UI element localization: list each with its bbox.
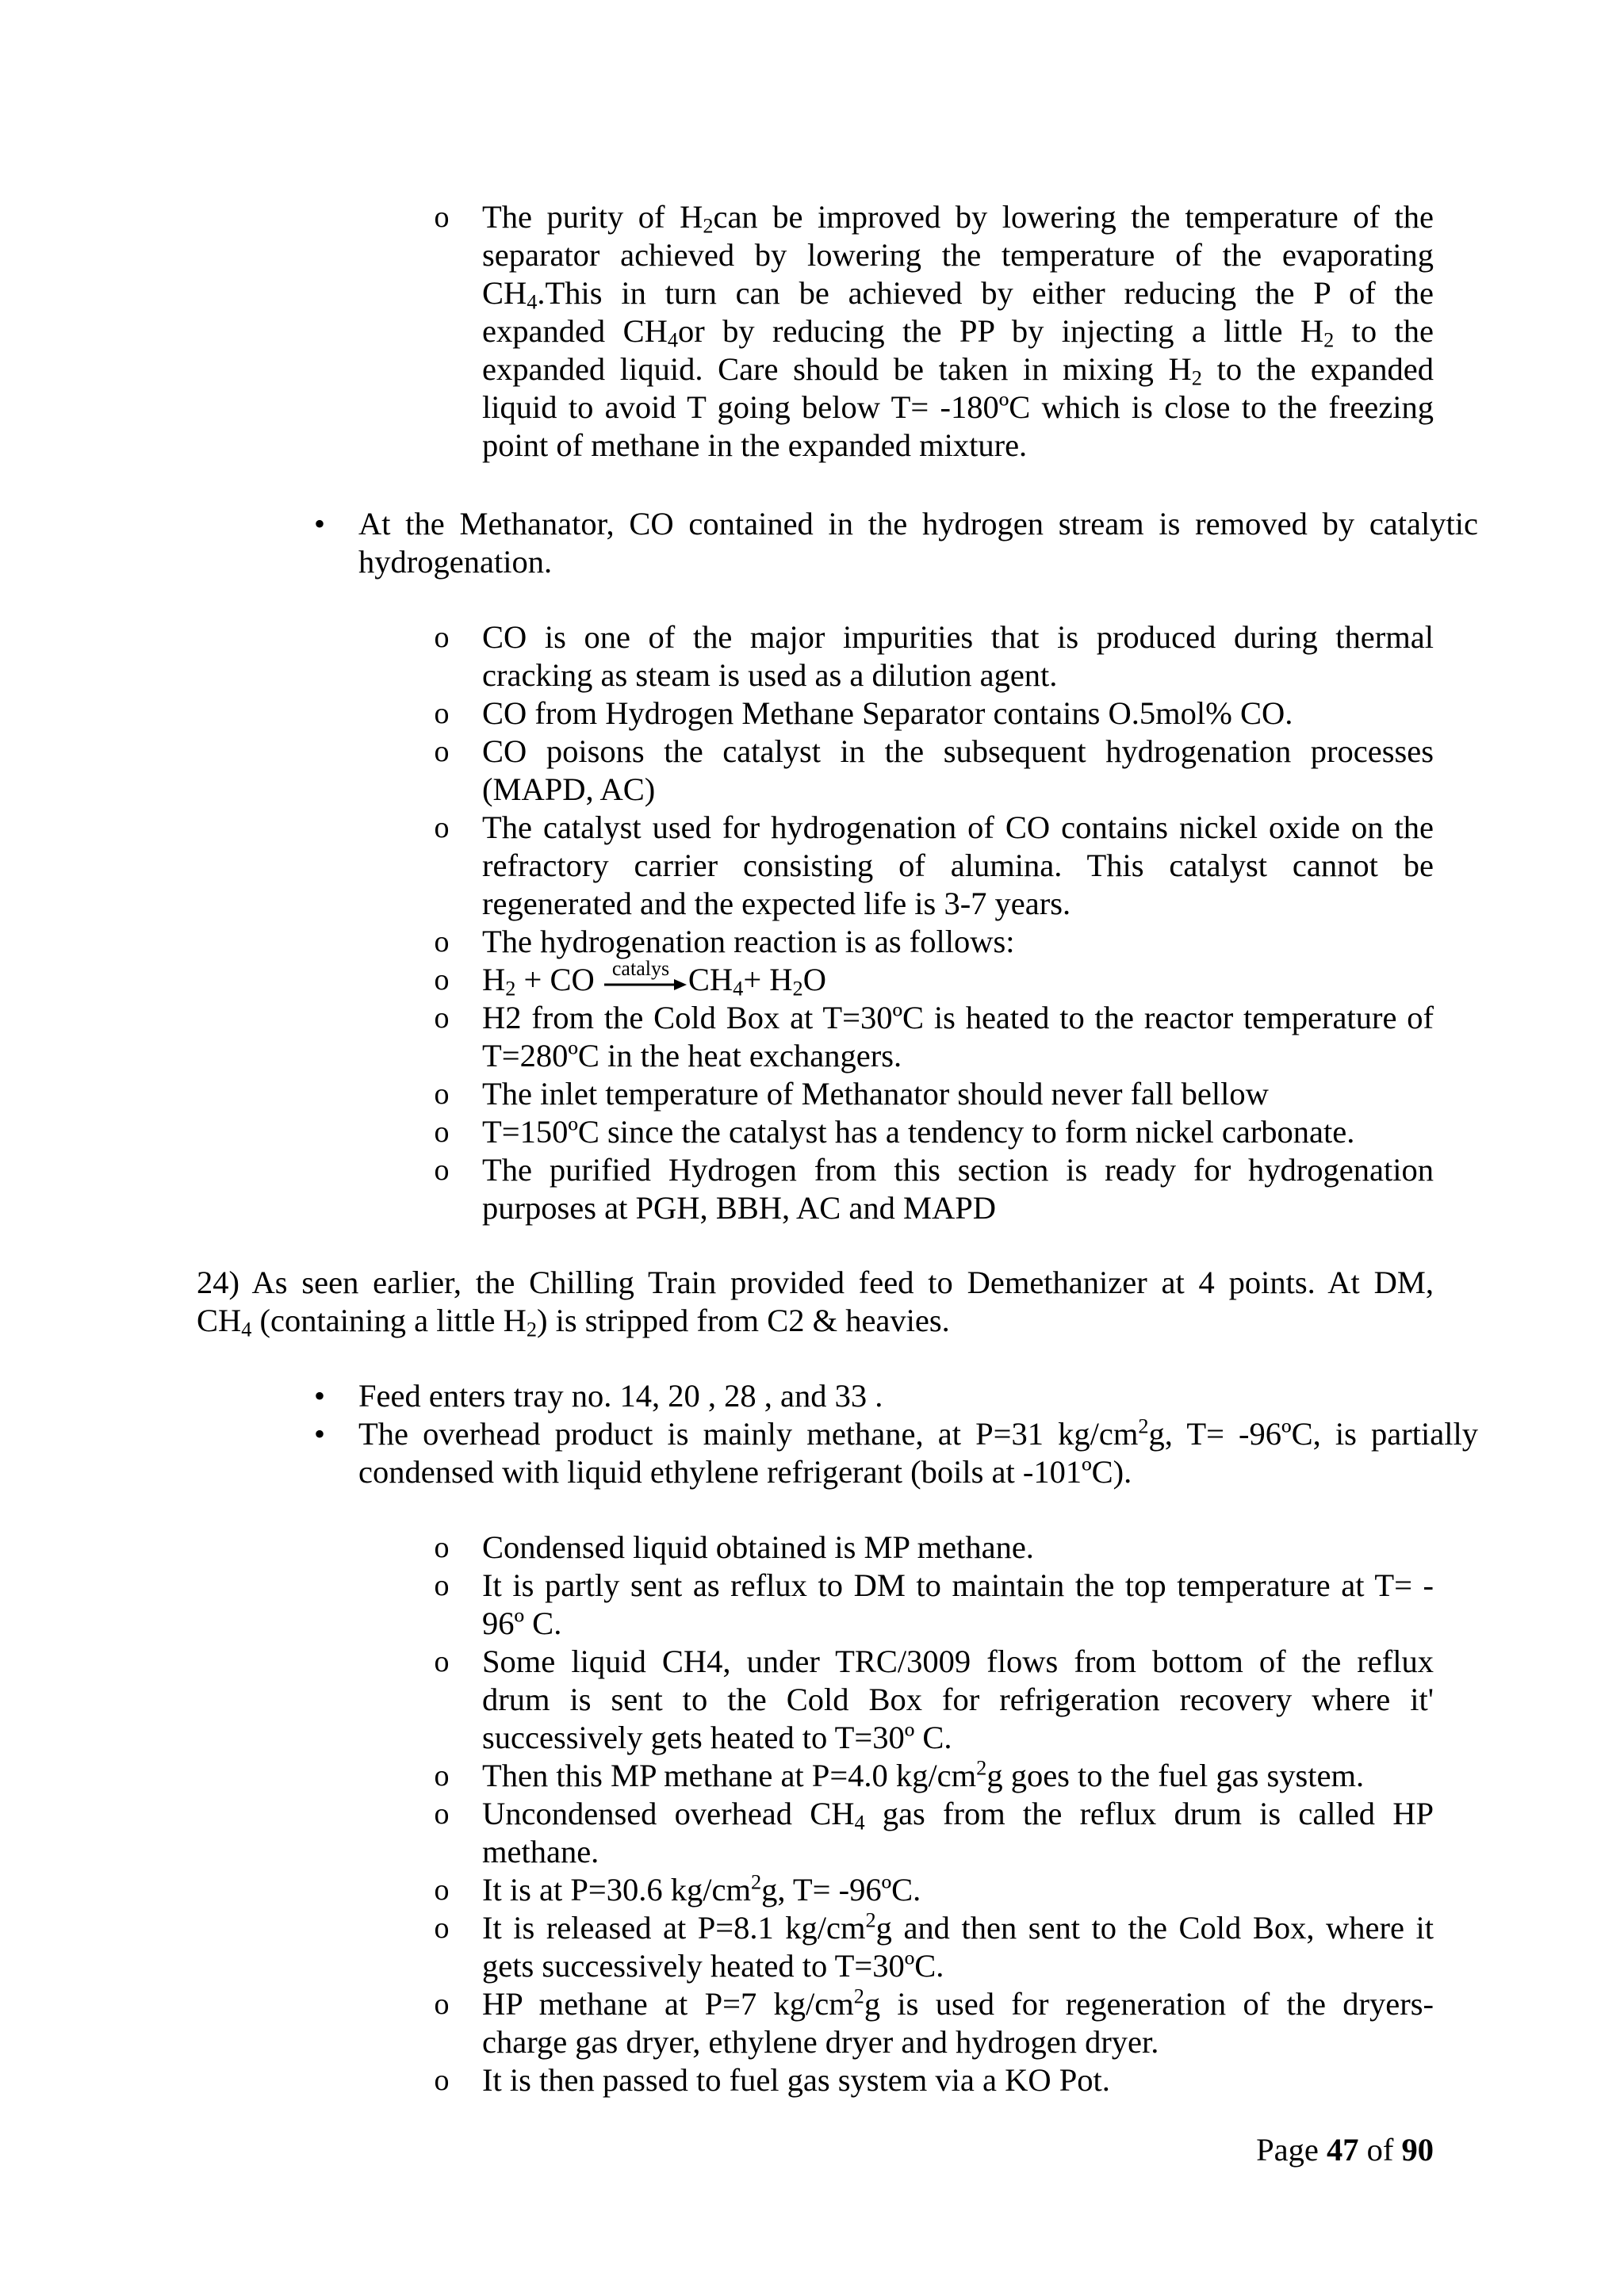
bullet-overhead-product <box>358 1415 1478 1491</box>
bullet-marker: • <box>313 506 325 541</box>
text-line: The catalyst used for hydrogenation of CO contains nickel oxide on the <box>482 809 1434 845</box>
text-line: 24) As seen earlier, the Chilling Train provided feed to Demethanizer at 4 points. At DM, <box>197 1265 1434 1300</box>
text-line: The inlet temperature of Methanator should never fall bellow <box>482 1076 1269 1112</box>
sub-bullet-marker: o <box>434 1115 450 1149</box>
sub-bullet-marker: o <box>434 697 450 730</box>
text-line: expanded $CH_4or$ by reducing the PP by injecting a little $H_2$ to the <box>482 313 1434 352</box>
paragraph-24 <box>197 1264 1434 1340</box>
text-line: (MAPD, AC) <box>482 771 656 807</box>
sub-item-liquid-ch4 <box>482 1643 1434 1757</box>
text-line: purposes at PGH, BBH, AC and MAPD <box>482 1190 997 1226</box>
right-arrow-icon <box>603 978 688 991</box>
text-line: gets successively heated to T=30ºC. <box>482 1948 944 1984</box>
text-line: CO poisons the catalyst in the subsequent hydrogenation processes <box>482 733 1434 769</box>
text-line: Feed enters tray no. 14, 20 , 28 , and 33 . <box>358 1378 883 1414</box>
sub-bullet-marker: o <box>434 1569 450 1602</box>
sub-bullet-marker: o <box>434 1988 450 2021</box>
text-line: separator achieved by lowering the temperature of the evaporating <box>482 237 1434 273</box>
text-line: Uncondensed overhead $CH_4$ gas from the reflux drum is called HP <box>482 1796 1434 1835</box>
sub-bullet-marker: o <box>434 963 450 997</box>
sub-bullet-marker: o <box>434 201 450 234</box>
text-line: CO from Hydrogen Methane Separator contains O.5mol% CO. <box>482 695 1293 731</box>
text-line: Then this MP methane at P=4.0 $kg/cm^2g$ goes to the fuel gas system. <box>482 1756 1365 1793</box>
text-line: At the Methanator, CO contained in the hydrogen stream is removed by catalytic <box>358 506 1478 541</box>
sub-item-nickel-carbonate <box>482 1113 1434 1151</box>
text-line: Some liquid CH4, under TRC/3009 flows from bottom of the reflux <box>482 1644 1434 1679</box>
sub-item-h2-heating <box>482 999 1434 1075</box>
sub-bullet-marker: o <box>434 1911 450 1945</box>
sub-item-mp-methane <box>482 1757 1434 1795</box>
text-line: 96º C. <box>482 1605 562 1641</box>
sub-bullet-marker: o <box>434 735 450 768</box>
text-line: point of methane in the expanded mixture. <box>482 427 1028 463</box>
bullet-feed-trays <box>358 1377 1478 1415</box>
sub-bullet-marker: o <box>434 1797 450 1831</box>
sub-item-hp-pressure <box>482 1871 1434 1909</box>
sub-item-co-poisons <box>482 733 1434 809</box>
sub-bullet-marker: o <box>434 1001 450 1035</box>
sub-item-reaction-intro <box>482 923 1434 961</box>
sub-item-regeneration <box>482 1985 1434 2061</box>
text-line: The hydrogenation reaction is as follows: <box>482 924 1015 959</box>
sub-bullet-marker: o <box>434 1154 450 1187</box>
reaction-arrow <box>603 957 688 999</box>
sub-item-reflux <box>482 1567 1434 1643</box>
bullet-marker: • <box>313 1416 325 1452</box>
text-line: It is partly sent as reflux to DM to maintain the top temperature at T= - <box>482 1567 1434 1603</box>
text-line: cracking as steam is used as a dilution agent. <box>482 657 1058 693</box>
text-line: regenerated and the expected life is 3-7 years. <box>482 886 1071 921</box>
sub-bullet-marker: o <box>434 1759 450 1793</box>
text-line: Condensed liquid obtained is MP methane. <box>482 1529 1034 1565</box>
reaction-equation <box>482 957 1434 1001</box>
text-line: It is then passed to fuel gas system via a KO Pot. <box>482 2062 1110 2098</box>
sub-item-catalyst <box>482 809 1434 923</box>
sub-bullet-marker: o <box>434 621 450 654</box>
sub-item-purified-hydrogen <box>482 1151 1434 1227</box>
sub-bullet-marker: o <box>434 1531 450 1564</box>
text-line: H2 from the Cold Box at T=30ºC is heated to the reactor temperature of <box>482 1000 1434 1035</box>
sub-item-co-impurity <box>482 618 1434 695</box>
text-line: The purity of $H_2can$ be improved by lowering the temperature of the <box>482 199 1434 238</box>
text-line: It is at P=30.6 $kg/cm^2g$, T= -96ºC. <box>482 1870 921 1908</box>
sub-item-inlet-temp <box>482 1075 1434 1113</box>
sub-item-hp-methane <box>482 1795 1434 1871</box>
arrow-label: catalys <box>611 957 670 980</box>
text-line: The overhead product is mainly methane, at P=31 $kg/cm^2g$, T= -96ºC, is partially <box>358 1414 1478 1452</box>
sub-bullet-marker: o <box>434 811 450 844</box>
text-line: condensed with liquid ethylene refrigerant (boils at -101ºC). <box>358 1454 1132 1490</box>
text-line: CO is one of the major impurities that is produced during thermal <box>482 619 1434 655</box>
sub-item-co-separator <box>482 695 1434 733</box>
text-line: $H_2$ + CO catalys $CH_4+ H_2O$ <box>482 957 826 1001</box>
text-line: methane. <box>482 1834 599 1869</box>
sub-item-ko-pot <box>482 2061 1434 2099</box>
text-line: HP methane at P=7 $kg/cm^2g$ is used for regeneration of the dryers- <box>482 1984 1434 2022</box>
sub-item-released <box>482 1909 1434 1985</box>
text-line: drum is sent to the Cold Box for refrigeration recovery where it' <box>482 1682 1434 1717</box>
text-line: $CH_4.This$ in turn can be achieved by either reducing the P of the <box>482 275 1434 314</box>
sub-bullet-marker: o <box>434 1077 450 1111</box>
text-line: expanded liquid. Care should be taken in mixing $H_2$ to the expanded <box>482 351 1434 390</box>
text-line: It is released at P=8.1 $kg/cm^2g$ and then sent to the Cold Box, where it <box>482 1908 1434 1946</box>
text-line: T=280ºC in the heat exchangers. <box>482 1038 902 1073</box>
text-line: The purified Hydrogen from this section is ready for hydrogenation <box>482 1152 1434 1188</box>
sub-bullet-marker: o <box>434 925 450 959</box>
sub-bullet-marker: o <box>434 2064 450 2097</box>
text-line: charge gas dryer, ethylene dryer and hydrogen dryer. <box>482 2024 1159 2060</box>
sub-bullet-marker: o <box>434 1645 450 1678</box>
bullet-methanator <box>358 505 1478 581</box>
text-line: hydrogenation. <box>358 544 553 580</box>
text-line: refractory carrier consisting of alumina. This catalyst cannot be <box>482 848 1434 883</box>
text-line: successively gets heated to T=30º C. <box>482 1720 952 1755</box>
sub-item-h2-purity <box>482 198 1434 465</box>
page-number: Page 47 of 90 <box>1256 2132 1434 2168</box>
text-line: liquid to avoid T going below T= -180ºC which is close to the freezing <box>482 389 1434 425</box>
text-line: T=150ºC since the catalyst has a tendency to form nickel carbonate. <box>482 1114 1355 1150</box>
sub-bullet-marker: o <box>434 1873 450 1907</box>
text-line: $CH_4$ (containing a little $H_2$) is stripped from C2 & heavies. <box>197 1303 950 1341</box>
bullet-marker: • <box>313 1378 325 1414</box>
sub-item-condensed-liquid <box>482 1529 1434 1567</box>
